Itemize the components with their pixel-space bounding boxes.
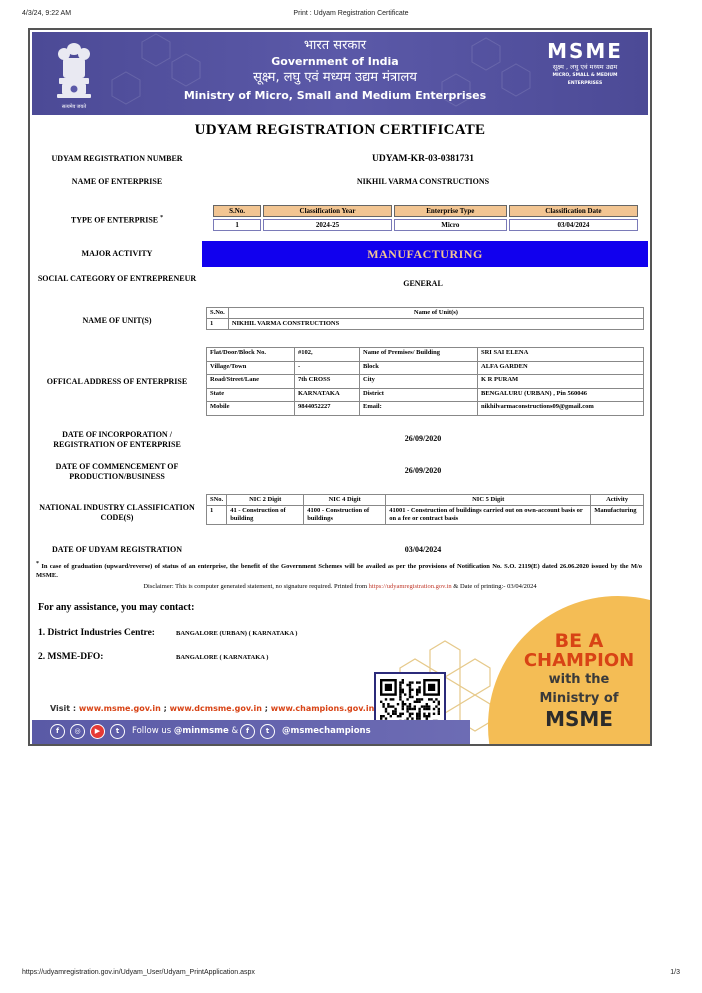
- table-cell: 41 - Construction of building: [227, 506, 304, 525]
- msme-logo-english: MICRO, SMALL & MEDIUM ENTERPRISES: [552, 73, 618, 86]
- champion-line-3: with the: [548, 672, 610, 687]
- follow-handle-msmechampions[interactable]: @msmechampions: [282, 726, 371, 736]
- table-cell: -: [295, 361, 360, 375]
- registration-number-label: UDYAM REGISTRATION NUMBER: [51, 154, 183, 163]
- table-cell: Manufacturing: [591, 506, 644, 525]
- incorporation-date: 26/09/2020: [404, 434, 442, 443]
- address-label: OFFICAL ADDRESS OF ENTERPRISE: [46, 377, 188, 386]
- table-row: [207, 402, 644, 416]
- table-cell: NIKHIL VARMA CONSTRUCTIONS: [228, 319, 643, 330]
- table-cell: 4100 - Construction of buildings: [304, 506, 386, 525]
- table-row: [207, 319, 644, 330]
- table-cell: 7th CROSS: [295, 375, 360, 389]
- enterprise-name-label: NAME OF ENTERPRISE: [71, 177, 163, 186]
- table-header-cell: Activity: [591, 495, 644, 506]
- table-cell: Village/Town: [207, 361, 295, 375]
- msme-website-link[interactable]: www.msme.gov.in: [78, 704, 161, 713]
- banner-government-of-india: Government of India: [271, 55, 399, 68]
- table-header-cell: SNo.: [207, 495, 227, 506]
- enterprise-type-label: TYPE OF ENTERPRISE *: [70, 215, 164, 225]
- commencement-date-label: DATE OF COMMENCEMENT OF PRODUCTION/BUSINESS: [55, 462, 179, 481]
- units-label: NAME OF UNIT(S): [82, 316, 152, 325]
- dcmsme-website-link[interactable]: www.dcmsme.gov.in: [169, 704, 262, 713]
- table-cell: 1: [213, 219, 261, 231]
- champion-line-2: CHAMPION: [523, 650, 635, 671]
- emblem-caption: सत्यमेव जयते: [61, 105, 87, 110]
- champion-line-4: Ministry of: [539, 691, 619, 706]
- print-url: https://udyamregistration.gov.in/Udyam_User/Udyam_PrintApplication.aspx: [22, 969, 255, 976]
- social-category-label: SOCIAL CATEGORY OF ENTREPRENEUR: [37, 274, 197, 283]
- table-header-row: [207, 308, 644, 319]
- table-cell: Mobile: [207, 402, 295, 416]
- units-table: [206, 307, 644, 330]
- champion-graphic: [466, 596, 652, 746]
- table-header-row: [207, 495, 644, 506]
- champions-website-link[interactable]: www.champions.gov.in: [270, 704, 375, 713]
- table-row: [207, 361, 644, 375]
- table-row: [207, 506, 644, 525]
- address-table: [206, 347, 644, 416]
- national-emblem-icon: [54, 40, 94, 102]
- major-activity-label: MAJOR ACTIVITY: [81, 249, 153, 258]
- instagram-icon[interactable]: ◎: [70, 724, 85, 739]
- table-cell: 9844052227: [295, 402, 360, 416]
- banner-hindi-government: भारत सरकार: [303, 38, 367, 53]
- assistance-heading: For any assistance, you may contact:: [38, 602, 195, 613]
- registration-number: UDYAM-KR-03-0381731: [371, 154, 475, 164]
- table-cell: nikhilvarmaconstructions09@gmail.com: [478, 402, 644, 416]
- table-cell: 41001 - Construction of buildings carried out on own-account basis or on a fee or contract basis: [386, 506, 591, 525]
- twitter-icon[interactable]: t: [110, 724, 125, 739]
- follow-text-1: Follow us @minmsme &: [132, 726, 239, 736]
- print-header: [22, 10, 680, 22]
- table-header-cell: Enterprise Type: [394, 205, 507, 217]
- disclaimer-suffix: & Date of printing:- 03/04/2024: [453, 583, 537, 590]
- udyam-portal-link[interactable]: https://udyamregistration.gov.in: [368, 583, 452, 590]
- major-activity-value: MANUFACTURING: [202, 241, 648, 267]
- table-cell: K R PURAM: [478, 375, 644, 389]
- table-header-row: [213, 205, 638, 217]
- udyam-date-label: DATE OF UDYAM REGISTRATION: [51, 545, 182, 554]
- table-header-cell: NIC 5 Digit: [386, 495, 591, 506]
- table-cell: Block: [360, 361, 478, 375]
- dfo-label: 2. MSME-DFO:: [38, 652, 104, 662]
- table-cell: Road/Street/Lane: [207, 375, 295, 389]
- incorporation-date-label: DATE OF INCORPORATION / REGISTRATION OF ENTERPRISE: [53, 430, 181, 449]
- visit-separator: ;: [264, 704, 268, 713]
- banner-heading: [132, 38, 538, 104]
- graduation-footnote: * In case of graduation (upward/reverse) of status of an enterprise, the benefit of the Government Schemes will be availed as per the provisions of Notification No. S.O. 2119(E) dated 26.06.2020 issued by the M/o MSME.: [36, 561, 643, 580]
- print-datetime: 4/3/24, 9:22 AM: [22, 10, 72, 17]
- table-cell: Flat/Door/Block No.: [207, 348, 295, 362]
- follow-text-2: [282, 725, 371, 738]
- certificate-title: UDYAM REGISTRATION CERTIFICATE: [194, 122, 486, 138]
- dic-label: 1. District Industries Centre:: [38, 628, 155, 638]
- table-row: [207, 348, 644, 362]
- table-cell: 1: [207, 319, 229, 330]
- table-header-cell: Classification Year: [263, 205, 392, 217]
- banner-ministry-name: Ministry of Micro, Small and Medium Enterprises: [183, 89, 487, 102]
- table-header-cell: Classification Date: [509, 205, 638, 217]
- table-cell: 2024-25: [263, 219, 392, 231]
- print-title: Print : Udyam Registration Certificate: [293, 10, 409, 17]
- facebook-icon[interactable]: f: [240, 724, 255, 739]
- certificate: [28, 28, 652, 746]
- champion-line-1: BE A: [554, 630, 604, 652]
- table-cell: District: [360, 388, 478, 402]
- facebook-icon[interactable]: f: [50, 724, 65, 739]
- table-cell: Micro: [394, 219, 507, 231]
- msme-logo: [536, 40, 634, 88]
- table-header-cell: S.No.: [213, 205, 261, 217]
- visit-separator: ;: [163, 704, 167, 713]
- twitter-icon[interactable]: t: [260, 724, 275, 739]
- table-header-cell: NIC 2 Digit: [227, 495, 304, 506]
- table-header-cell: Name of Unit(s): [228, 308, 643, 319]
- ministry-banner: [32, 32, 648, 115]
- print-footer: [22, 969, 680, 981]
- msme-logo-hindi: सूक्ष्म , लघु एवं मध्यम उद्यम: [552, 63, 618, 71]
- dfo-value: BANGALORE ( KARNATAKA ): [176, 654, 269, 661]
- footnote-marker: *: [36, 561, 39, 567]
- table-header-cell: NIC 4 Digit: [304, 495, 386, 506]
- champion-line-5: MSME: [545, 707, 613, 731]
- table-cell: BENGALURU (URBAN) , Pin 560046: [478, 388, 644, 402]
- table-cell: SRI SAI ELENA: [478, 348, 644, 362]
- enterprise-name: NIKHIL VARMA CONSTRUCTIONS: [356, 177, 490, 186]
- enterprise-type-marker: *: [160, 215, 164, 221]
- disclaimer: [30, 583, 650, 590]
- nic-label: NATIONAL INDUSTRY CLASSIFICATION CODE(S): [39, 503, 195, 522]
- table-cell: Name of Premises/ Building: [360, 348, 478, 362]
- champion-text: [506, 632, 652, 730]
- visit-prefix: Visit :: [50, 704, 77, 713]
- banner-hindi-ministry: सूक्ष्म, लघु एवं मध्यम उद्यम मंत्रालय: [253, 70, 417, 85]
- enterprise-type-table: [211, 203, 640, 233]
- follow-bar: [32, 720, 470, 744]
- commencement-date: 26/09/2020: [404, 466, 442, 475]
- dic-value: BANGALORE (URBAN) ( KARNATAKA ): [176, 630, 298, 637]
- table-cell: State: [207, 388, 295, 402]
- table-row: [213, 219, 638, 231]
- table-header-cell: S.No.: [207, 308, 229, 319]
- follow-handle-minmsme[interactable]: @minmsme: [173, 726, 229, 736]
- table-cell: #102,: [295, 348, 360, 362]
- table-row: [207, 388, 644, 402]
- visit-links: [50, 704, 374, 713]
- udyam-date: 03/04/2024: [404, 545, 442, 554]
- social-category-value: GENERAL: [403, 279, 443, 288]
- table-cell: KARNATAKA: [295, 388, 360, 402]
- table-cell: Email:: [360, 402, 478, 416]
- msme-logo-word: MSME: [547, 39, 623, 63]
- table-cell: 1: [207, 506, 227, 525]
- table-cell: City: [360, 375, 478, 389]
- disclaimer-prefix: Disclaimer: This is computer generated statement, no signature required. Printed from: [143, 583, 368, 590]
- youtube-icon[interactable]: ▶: [90, 724, 105, 739]
- table-row: [207, 375, 644, 389]
- table-cell: ALFA GARDEN: [478, 361, 644, 375]
- print-page-number: 1/3: [670, 969, 680, 976]
- table-cell: 03/04/2024: [509, 219, 638, 231]
- nic-table: [206, 494, 644, 525]
